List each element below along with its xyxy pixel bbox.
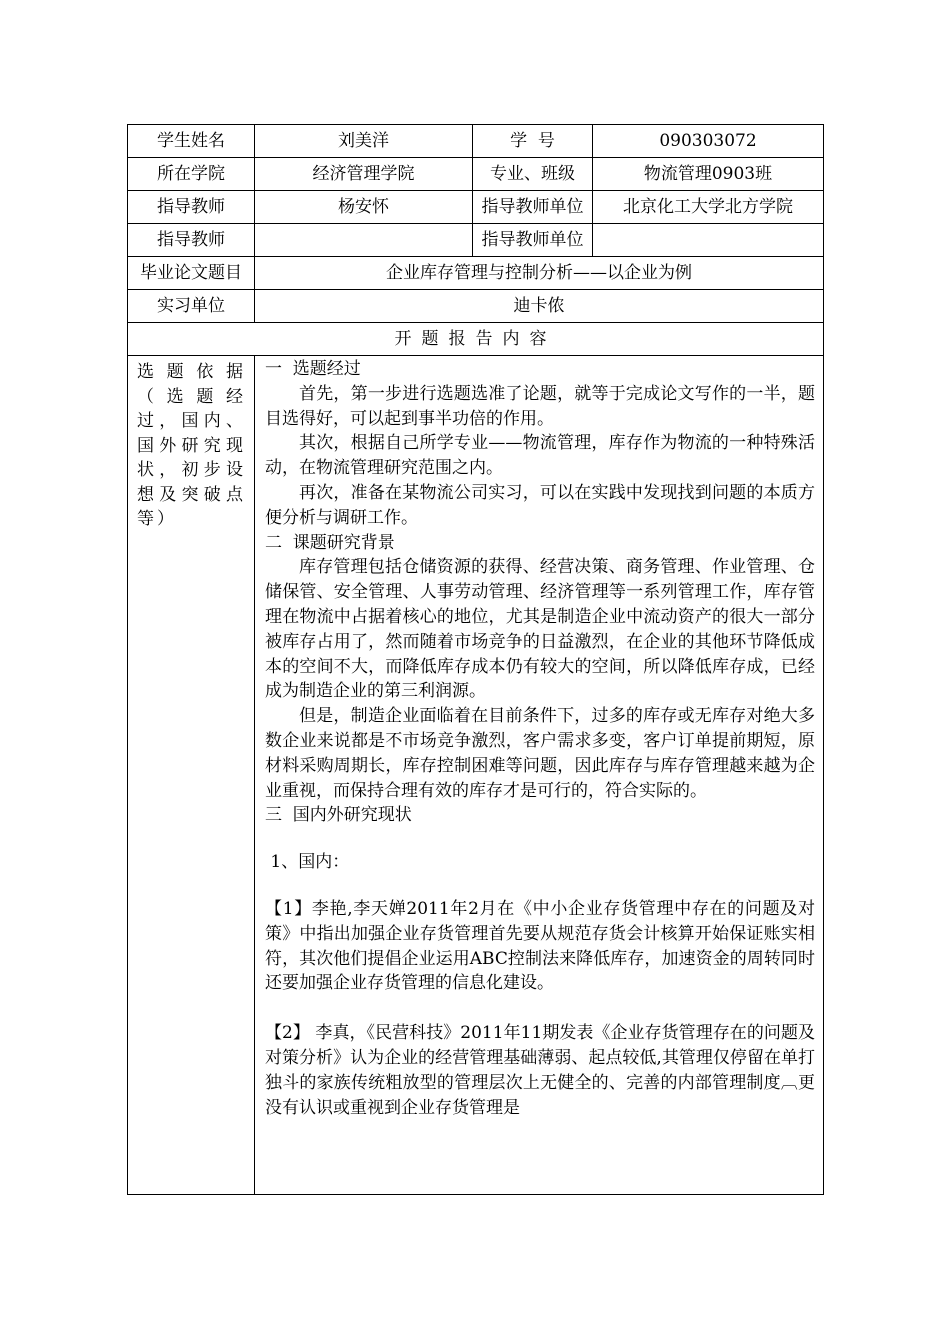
row-report-heading (128, 323, 824, 356)
row-advisor (128, 191, 824, 224)
student-name-label: 学生姓名 (128, 125, 255, 158)
row-college (128, 158, 824, 191)
section-2-paragraph-2: 但是，制造企业面临着在目前条件下，过多的库存或无库存对绝大多数企业来说都是不市场竞争激烈，客户需求多变，客户订单提前期短，原材料采购周期长，库存控制困难等问题，因此库存与库存管理越来越为企业重视，而保持合理有效的库存才是可行的，符合实际的。 (265, 706, 815, 801)
section-3-subheading-domestic: 1、国内： (265, 852, 350, 873)
section-3-title: 三 国内外研究现状 (265, 805, 412, 826)
student-name-value: 刘美洋 (255, 125, 473, 158)
advisor-label: 指导教师 (128, 191, 255, 224)
advisor-unit-label: 指导教师单位 (473, 191, 593, 224)
report-heading: 开题报告内容 (128, 323, 824, 356)
advisor-unit-value: 北京化工大学北方学院 (593, 191, 824, 224)
basis-label: 选题依据（选题经过，国内、国外研究现状，初步设想及突破点等） (128, 356, 255, 1195)
section-1-paragraph-3: 再次，准备在某物流公司实习，可以在实践中发现找到问题的本质方便分析与调研工作。 (265, 482, 815, 528)
major-class-value: 物流管理0903班 (593, 158, 824, 191)
row-student (128, 125, 824, 158)
proposal-form-table (127, 124, 824, 1195)
advisor2-value (255, 224, 473, 257)
reference-1: 【1】李艳,李天婵2011年2月在《中小企业存货管理中存在的问题及对策》中指出加强企业存货管理首先要从规范存货会计核算开始保证账实相符，其次他们提倡企业运用ABC控制法来降低库存，加速资金的周转同时还要加强企业存货管理的信息化建设。 (265, 898, 815, 994)
row-report-body (128, 356, 824, 1195)
student-id-label: 学 号 (473, 125, 593, 158)
student-id-value: 090303072 (593, 125, 824, 158)
row-advisor-2 (128, 224, 824, 257)
internship-label: 实习单位 (128, 290, 255, 323)
row-internship (128, 290, 824, 323)
report-content (255, 356, 824, 1195)
major-class-label: 专业、班级 (473, 158, 593, 191)
advisor-value: 杨安怀 (255, 191, 473, 224)
advisor2-unit-value (593, 224, 824, 257)
college-value: 经济管理学院 (255, 158, 473, 191)
advisor2-unit-label: 指导教师单位 (473, 224, 593, 257)
thesis-title-label: 毕业论文题目 (128, 257, 255, 290)
section-2-paragraph-1: 库存管理包括仓储资源的获得、经营决策、商务管理、作业管理、仓储保管、安全管理、人事劳动管理、经济管理等一系列管理工作，库存管理在物流中占据着核心的地位，尤其是制造企业中流动资产的很大一部分被库存占用了，然而随着市场竞争的日益激烈，在企业的其他环节降低成本的空间不大，而降低库存成本仍有较大的空间，所以降低库存成，已经成为制造企业的第三利润源。 (265, 557, 815, 702)
advisor2-label: 指导教师 (128, 224, 255, 257)
internship-value: 迪卡侬 (255, 290, 824, 323)
section-1-title: 一 选题经过 (265, 359, 361, 379)
section-1-paragraph-1: 首先，第一步进行选题选准了论题，就等于完成论文写作的一半，题目选得好，可以起到事半功倍的作用。 (265, 383, 815, 429)
reference-2: 【2】 李真，《民营科技》2011年11期发表《企业存货管理存在的问题及对策分析》认为企业的经营管理基础薄弱、起点较低,其管理仅停留在单打独斗的家族传统粗放型的管理层次上无健全的、完善的内部管理制度︹更没有认识或重视到企业存货管理是 (265, 1023, 815, 1118)
row-thesis-title (128, 257, 824, 290)
college-label: 所在学院 (128, 158, 255, 191)
section-2-title: 二 课题研究背景 (265, 532, 395, 553)
thesis-title-value: 企业库存管理与控制分析——以企业为例 (255, 257, 824, 290)
section-1-paragraph-2: 其次，根据自己所学专业——物流管理，库存作为物流的一种特殊活动，在物流管理研究范围之内。 (265, 433, 815, 479)
